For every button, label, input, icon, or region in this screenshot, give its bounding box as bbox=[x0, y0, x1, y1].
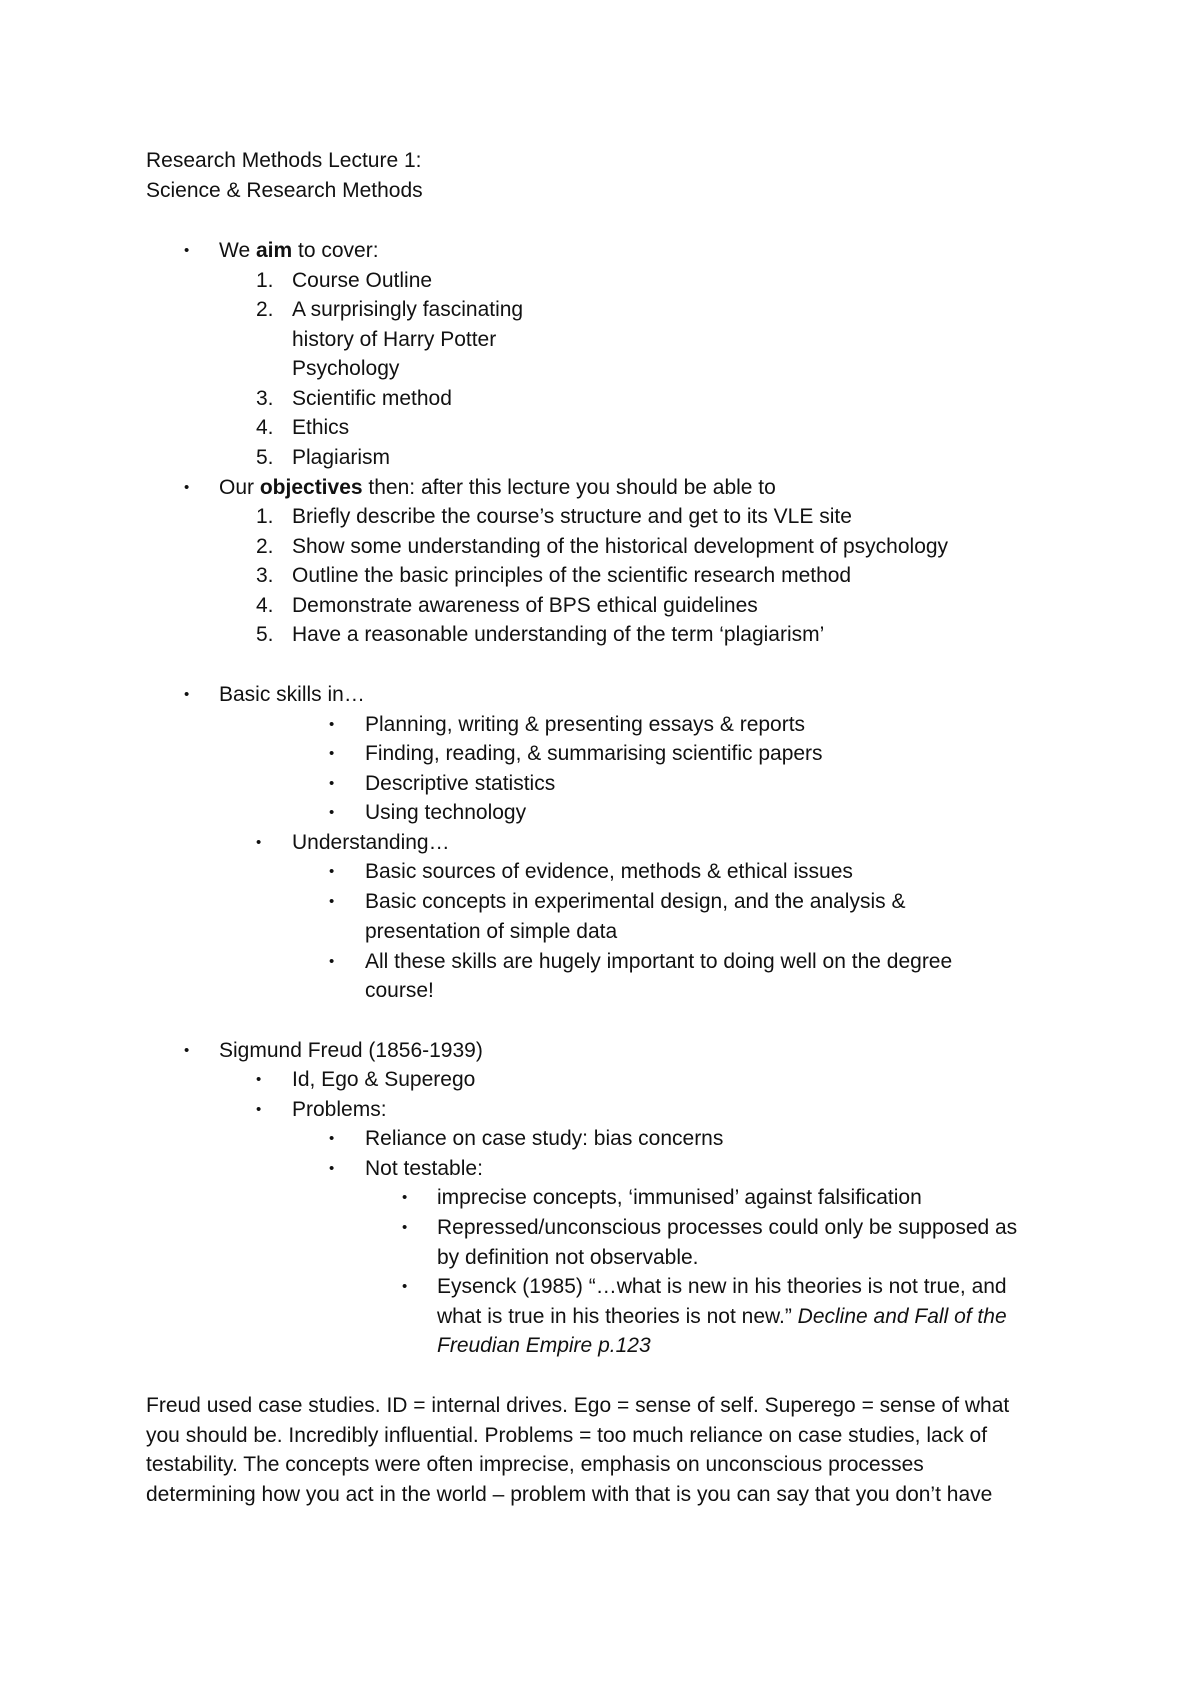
aims-heading: We aim to cover: bbox=[219, 239, 379, 262]
objectives-heading: Our objectives then: after this lecture you should be able to bbox=[219, 476, 776, 499]
aim-item: A surprisingly fascinating bbox=[292, 298, 524, 321]
bullet-icon: • bbox=[402, 1189, 408, 1206]
list-number: 2. bbox=[256, 298, 274, 321]
freud-problems: Problems: bbox=[292, 1098, 387, 1121]
bullet-icon: • bbox=[329, 863, 335, 880]
list-number: 5. bbox=[256, 623, 274, 646]
bullet-icon: • bbox=[256, 1071, 262, 1088]
skills-heading: Basic skills in… bbox=[219, 683, 365, 706]
notes-paragraph-line: determining how you act in the world – problem with that is you can say that you don’t have bbox=[146, 1483, 993, 1506]
notes-paragraph-line: you should be. Incredibly influential. Problems = too much reliance on case studies, lack of bbox=[146, 1424, 988, 1447]
skill-item: Descriptive statistics bbox=[365, 772, 556, 795]
bullet-icon: • bbox=[329, 1130, 335, 1147]
freud-sub-item-continuation: what is true in his theories is not new.” Decline and Fall of the bbox=[437, 1305, 1007, 1328]
bullet-icon: • bbox=[329, 893, 335, 910]
bullet-icon: • bbox=[184, 242, 190, 259]
bullet-icon: • bbox=[184, 686, 190, 703]
doc-title-line2: Science & Research Methods bbox=[146, 179, 423, 202]
skill-item: Finding, reading, & summarising scientific papers bbox=[365, 742, 823, 765]
objective-item: Have a reasonable understanding of the term ‘plagiarism’ bbox=[292, 623, 825, 646]
list-number: 4. bbox=[256, 416, 274, 439]
bullet-icon: • bbox=[329, 775, 335, 792]
freud-heading: Sigmund Freud (1856-1939) bbox=[219, 1039, 483, 1062]
understanding-item-continuation: presentation of simple data bbox=[365, 920, 618, 943]
skill-item: Using technology bbox=[365, 801, 527, 824]
aim-item: Course Outline bbox=[292, 269, 433, 292]
skill-item: Planning, writing & presenting essays & reports bbox=[365, 713, 806, 736]
bullet-icon: • bbox=[256, 1101, 262, 1118]
objective-item: Outline the basic principles of the scientific research method bbox=[292, 564, 852, 587]
doc-title-line1: Research Methods Lecture 1: bbox=[146, 149, 422, 172]
aim-item-continuation: history of Harry Potter bbox=[292, 328, 497, 351]
list-number: 5. bbox=[256, 446, 274, 469]
freud-citation: Freudian Empire p.123 bbox=[437, 1334, 651, 1357]
bullet-icon: • bbox=[329, 716, 335, 733]
list-number: 1. bbox=[256, 269, 274, 292]
understanding-item: Basic sources of evidence, methods & ethical issues bbox=[365, 860, 853, 883]
bullet-icon: • bbox=[184, 479, 190, 496]
freud-id-ego: Id, Ego & Superego bbox=[292, 1068, 476, 1091]
aim-item-continuation: Psychology bbox=[292, 357, 400, 380]
freud-not-testable: Not testable: bbox=[365, 1157, 483, 1180]
bullet-icon: • bbox=[402, 1278, 408, 1295]
freud-sub-item: imprecise concepts, ‘immunised’ against falsification bbox=[437, 1186, 922, 1209]
bullet-icon: • bbox=[329, 804, 335, 821]
notes-paragraph-line: Freud used case studies. ID = internal drives. Ego = sense of self. Superego = sense of what bbox=[146, 1394, 1010, 1417]
bullet-icon: • bbox=[329, 745, 335, 762]
list-number: 2. bbox=[256, 535, 274, 558]
bullet-icon: • bbox=[329, 953, 335, 970]
list-number: 4. bbox=[256, 594, 274, 617]
bullet-icon: • bbox=[329, 1160, 335, 1177]
list-number: 3. bbox=[256, 387, 274, 410]
freud-sub-item: Repressed/unconscious processes could only be supposed as bbox=[437, 1216, 1018, 1239]
aim-item: Scientific method bbox=[292, 387, 452, 410]
list-number: 1. bbox=[256, 505, 274, 528]
understanding-item-continuation: course! bbox=[365, 979, 434, 1002]
objective-item: Briefly describe the course’s structure and get to its VLE site bbox=[292, 505, 852, 528]
bullet-icon: • bbox=[402, 1219, 408, 1236]
objective-item: Demonstrate awareness of BPS ethical guidelines bbox=[292, 594, 758, 617]
understanding-heading: Understanding… bbox=[292, 831, 450, 854]
understanding-item: All these skills are hugely important to doing well on the degree bbox=[365, 950, 953, 973]
freud-reliance: Reliance on case study: bias concerns bbox=[365, 1127, 724, 1150]
list-number: 3. bbox=[256, 564, 274, 587]
bullet-icon: • bbox=[184, 1042, 190, 1059]
aim-item: Ethics bbox=[292, 416, 350, 439]
notes-paragraph-line: testability. The concepts were often imprecise, emphasis on unconscious processes bbox=[146, 1453, 924, 1476]
understanding-item: Basic concepts in experimental design, and the analysis & bbox=[365, 890, 906, 913]
freud-sub-item-continuation: by definition not observable. bbox=[437, 1246, 699, 1269]
aim-item: Plagiarism bbox=[292, 446, 391, 469]
bullet-icon: • bbox=[256, 834, 262, 851]
objective-item: Show some understanding of the historical development of psychology bbox=[292, 535, 949, 558]
freud-sub-item: Eysenck (1985) “…what is new in his theories is not true, and bbox=[437, 1275, 1007, 1298]
